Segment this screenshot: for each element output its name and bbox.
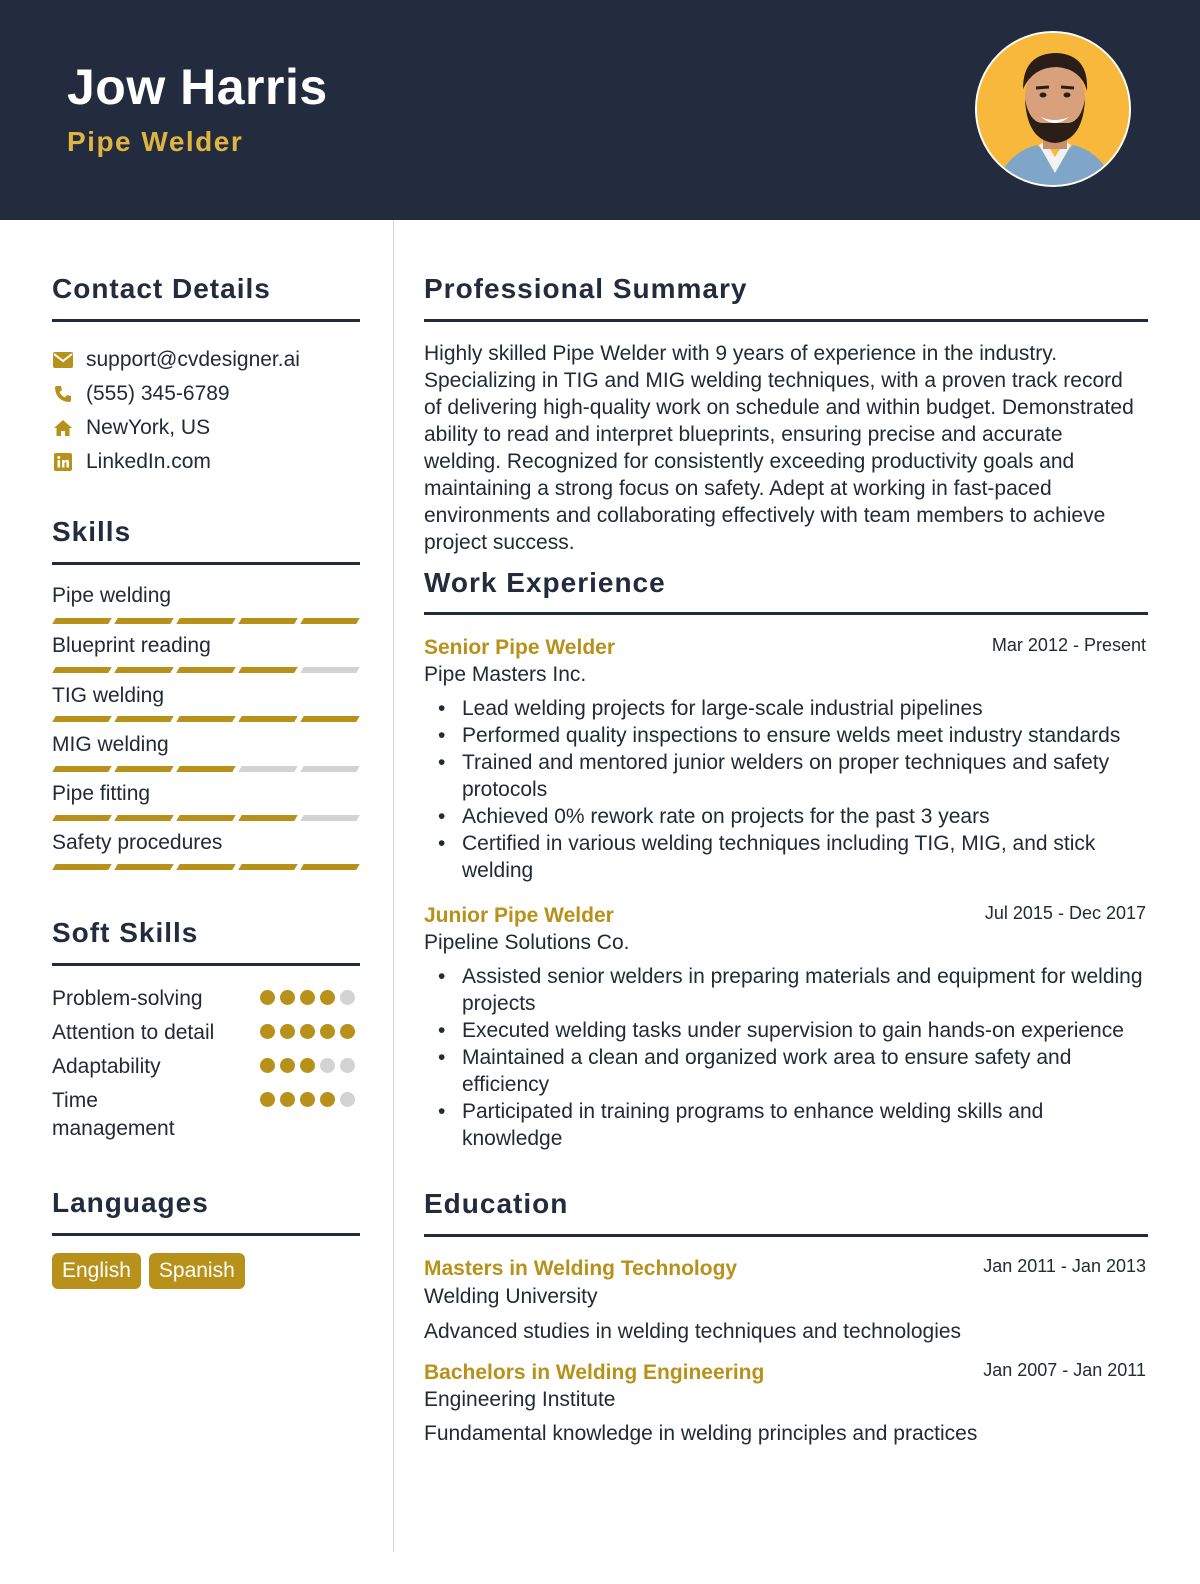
soft-skill-dot: [300, 1024, 315, 1039]
languages-section-rule: [52, 1233, 360, 1236]
soft-skill-name: Adaptability: [52, 1055, 161, 1078]
job-bullet: • Assisted senior welders in preparing materials and equipment for welding projects: [438, 963, 1148, 1017]
column-divider: [393, 220, 394, 1552]
contact-linkedin-text: LinkedIn.com: [86, 450, 211, 473]
education-section-rule: [424, 1234, 1148, 1237]
skill-level-segment: [176, 815, 235, 821]
job-date: Mar 2012 - Present: [991, 635, 1146, 655]
skill-level-segment: [114, 766, 173, 772]
soft-skill-dot: [320, 990, 335, 1005]
soft-skill-dot: [260, 1024, 275, 1039]
soft-skills-section-rule: [52, 963, 360, 966]
contact-linkedin[interactable]: [52, 448, 211, 476]
soft-skill-dots: [260, 990, 355, 1005]
languages-section-title: Languages: [52, 1187, 209, 1218]
soft-skill-dot: [280, 1058, 295, 1073]
skill-level-segment: [52, 716, 111, 722]
skill-level-segment: [238, 667, 297, 673]
skill-level-bar: [54, 766, 358, 772]
skill-level-segment: [114, 618, 173, 624]
skill-level-segment: [300, 618, 359, 624]
skills-section-rule: [52, 562, 360, 565]
soft-skill-dot: [300, 990, 315, 1005]
summary-section-rule: [424, 319, 1148, 322]
skill-name: Safety procedures: [52, 831, 223, 854]
soft-skill-name: Time management: [52, 1089, 175, 1140]
job-company: Pipe Masters Inc.: [424, 663, 587, 686]
job-bullet: • Trained and mentored junior welders on proper techniques and safety protocols: [438, 749, 1148, 803]
skill-level-segment: [300, 864, 359, 870]
language-tag: English: [52, 1253, 141, 1289]
soft-skill-dots: [260, 1024, 355, 1039]
education-date: Jan 2007 - Jan 2011: [983, 1360, 1146, 1380]
soft-skill-dot: [260, 1058, 275, 1073]
skill-level-bar: [54, 716, 358, 722]
skill-level-segment: [238, 864, 297, 870]
job-title: Junior Pipe Welder: [424, 904, 614, 927]
job-bullet: • Performed quality inspections to ensure welds meet industry standards: [438, 722, 1148, 749]
soft-skill-dot: [280, 990, 295, 1005]
job-title: Senior Pipe Welder: [424, 636, 615, 659]
skill-level-segment: [176, 766, 235, 772]
job-bullet: • Executed welding tasks under supervision to gain hands-on experience: [438, 1017, 1148, 1044]
skill-level-segment: [176, 864, 235, 870]
contact-email-text: support@cvdesigner.ai: [86, 348, 300, 371]
soft-skill-dot: [340, 1024, 355, 1039]
skill-level-segment: [238, 766, 297, 772]
skill-level-bar: [54, 864, 358, 870]
skill-level-segment: [114, 864, 173, 870]
soft-skill-dot: [320, 1024, 335, 1039]
education-description: Fundamental knowledge in welding principles and practices: [424, 1422, 978, 1445]
soft-skill-name: Attention to detail: [52, 1021, 215, 1044]
soft-skill-dot: [260, 1092, 275, 1107]
skill-level-segment: [176, 618, 235, 624]
skill-name: TIG welding: [52, 684, 165, 707]
candidate-name: Jow Harris: [67, 59, 328, 115]
skill-level-segment: [52, 618, 111, 624]
contact-location-text: NewYork, US: [86, 416, 211, 439]
skill-level-bar: [54, 667, 358, 673]
profile-photo: [975, 31, 1131, 187]
soft-skills-section-title: Soft Skills: [52, 917, 199, 948]
soft-skill-dot: [280, 1024, 295, 1039]
skill-level-bar: [54, 618, 358, 624]
soft-skill-dots: [260, 1092, 355, 1107]
soft-skill-dot: [320, 1058, 335, 1073]
contact-section-rule: [52, 319, 360, 322]
job-bullet: • Participated in training programs to enhance welding skills and knowledge: [438, 1098, 1148, 1152]
education-degree: Masters in Welding Technology: [424, 1257, 738, 1280]
resume-header: [0, 0, 1200, 220]
soft-skill-dot: [300, 1058, 315, 1073]
job-bullets: [438, 963, 1148, 1152]
contact-email[interactable]: [52, 346, 300, 374]
language-tag: Spanish: [149, 1253, 245, 1289]
contact-phone[interactable]: [52, 380, 230, 408]
education-description: Advanced studies in welding techniques and technologies: [424, 1320, 962, 1343]
skill-level-segment: [114, 815, 173, 821]
soft-skill-dot: [340, 1058, 355, 1073]
soft-skill-name: Problem-solving: [52, 987, 203, 1010]
education-school: Engineering Institute: [424, 1388, 616, 1411]
language-tags: [52, 1253, 245, 1289]
experience-section-rule: [424, 612, 1148, 615]
skill-level-segment: [114, 667, 173, 673]
soft-skill-dot: [260, 990, 275, 1005]
job-bullets: [438, 695, 1148, 884]
soft-skill-dots: [260, 1058, 355, 1073]
soft-skill-dot: [280, 1092, 295, 1107]
soft-skill-dot: [320, 1092, 335, 1107]
summary-text: Highly skilled Pipe Welder with 9 years of experience in the industry. Specializing in TIG and MIG welding techniques, with a proven track record of delivering high-quality work on schedule and within budget. Demonstrated ability to read and interpret blueprints, ensuring precise and accurate welding. Recognized for consistently exceeding productivity goals and maintaining a strong focus on safety. Adept at working in fast-paced environments and collaborating effectively with team members to achieve project success.: [424, 342, 1134, 554]
skill-name: Pipe fitting: [52, 782, 151, 805]
skill-level-segment: [300, 815, 359, 821]
skill-level-segment: [52, 864, 111, 870]
education-degree: Bachelors in Welding Engineering: [424, 1361, 765, 1384]
phone-icon: [52, 383, 74, 405]
skill-level-segment: [52, 667, 111, 673]
job-bullet: • Maintained a clean and organized work area to ensure safety and efficiency: [438, 1044, 1148, 1098]
skill-level-segment: [238, 716, 297, 722]
candidate-role: Pipe Welder: [67, 126, 244, 157]
skill-name: Blueprint reading: [52, 634, 211, 657]
job-company: Pipeline Solutions Co.: [424, 931, 630, 954]
soft-skill-dot: [300, 1092, 315, 1107]
home-icon: [52, 417, 74, 439]
skill-level-segment: [176, 716, 235, 722]
skills-section-title: Skills: [52, 516, 132, 547]
job-date: Jul 2015 - Dec 2017: [984, 903, 1146, 923]
skill-level-segment: [52, 766, 111, 772]
skill-name: MIG welding: [52, 733, 169, 756]
job-bullet: • Achieved 0% rework rate on projects for the past 3 years: [438, 803, 1148, 830]
envelope-icon: [52, 349, 74, 371]
skill-level-segment: [300, 716, 359, 722]
skill-level-segment: [52, 815, 111, 821]
skill-level-segment: [238, 815, 297, 821]
soft-skill-dot: [340, 1092, 355, 1107]
skill-name: Pipe welding: [52, 584, 172, 607]
linkedin-icon: [52, 451, 74, 473]
skill-level-segment: [300, 667, 359, 673]
contact-location: [52, 414, 210, 442]
job-bullet: • Lead welding projects for large-scale industrial pipelines: [438, 695, 1148, 722]
education-school: Welding University: [424, 1285, 598, 1308]
skill-level-segment: [300, 766, 359, 772]
summary-section-title: Professional Summary: [424, 273, 748, 304]
skill-level-bar: [54, 815, 358, 821]
education-date: Jan 2011 - Jan 2013: [983, 1256, 1146, 1276]
skill-level-segment: [114, 716, 173, 722]
soft-skill-dot: [340, 990, 355, 1005]
contact-phone-text: (555) 345-6789: [86, 382, 230, 405]
contact-section-title: Contact Details: [52, 273, 271, 304]
skill-level-segment: [238, 618, 297, 624]
job-bullet: • Certified in various welding techniques including TIG, MIG, and stick welding: [438, 830, 1148, 884]
experience-section-title: Work Experience: [424, 567, 666, 598]
skill-level-segment: [176, 667, 235, 673]
education-section-title: Education: [424, 1188, 569, 1219]
